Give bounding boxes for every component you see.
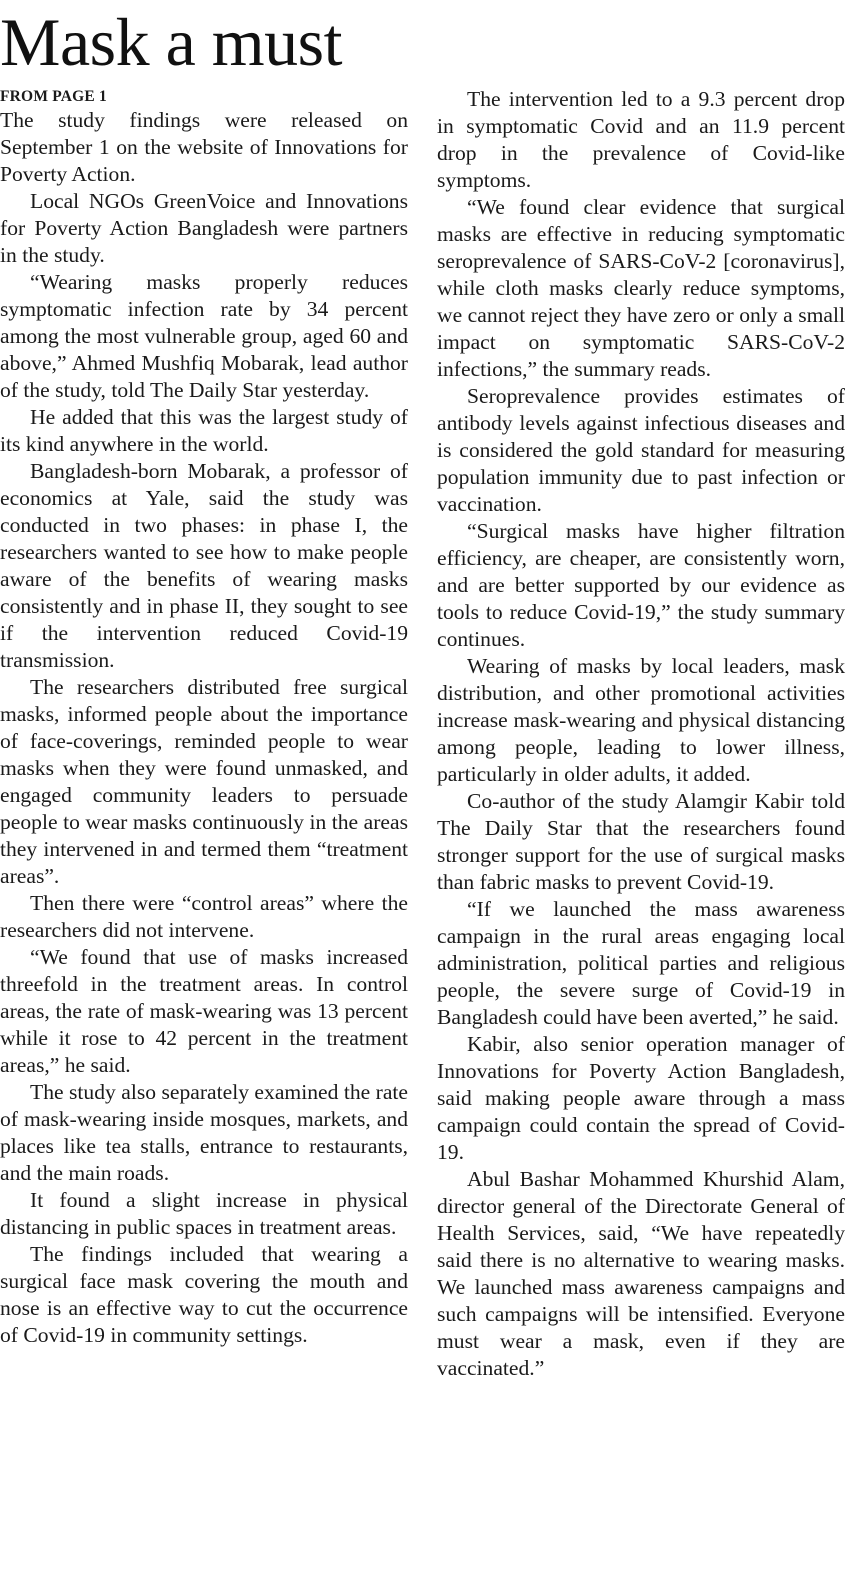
paragraph: The study findings were released on September 1 on the website of Innovations for Poverty Action. [0,108,408,186]
paragraph: Local NGOs GreenVoice and Innovations for Poverty Action Bangladesh were partners in the study. [0,189,408,267]
paragraph: The study also separately examined the rate of mask-wearing inside mosques, markets, and places like tea stalls, entrance to restaurants, and the main roads. [0,1080,408,1185]
paragraph: The intervention led to a 9.3 percent drop in symptomatic Covid and an 11.9 percent drop in the prevalence of Covid-like symptoms. [437,87,845,192]
paragraph: He added that this was the largest study of its kind anywhere in the world. [0,405,408,456]
article-column-right [437,86,845,1382]
paragraph: “If we launched the mass awareness campaign in the rural areas engaging local administration, political parties and religious people, the severe surge of Covid-19 in Bangladesh could have been averted,” he said. [437,897,845,1029]
paragraph: “Surgical masks have higher filtration efficiency, are cheaper, are consistently worn, and are better supported by our evidence as tools to reduce Covid-19,” the study summary continues. [437,519,845,651]
article-column-left [0,86,408,1349]
paragraph: Then there were “control areas” where the researchers did not intervene. [0,891,408,942]
paragraph: Abul Bashar Mohammed Khurshid Alam, director general of the Directorate General of Health Services, said, “We have repeatedly said there is no alternative to wearing masks. We launched mass awareness campaigns and such campaigns will be intensified. Everyone must wear a mask, even if they are vaccinated.” [437,1167,845,1380]
paragraph: “Wearing masks properly reduces symptomatic infection rate by 34 percent among the most vulnerable group, aged 60 and above,” Ahmed Mushfiq Mobarak, lead author of the study, told The Daily Star yesterday. [0,270,408,402]
paragraph: “We found clear evidence that surgical masks are effective in reducing symptomatic seroprevalence of SARS-CoV-2 [coronavirus], while cloth masks clearly reduce symptoms, we cannot reject they have zero or only a small impact on symptomatic SARS-CoV-2 infections,” the summary reads. [437,195,845,381]
paragraph: Wearing of masks by local leaders, mask distribution, and other promotional activities increase mask-wearing and physical distancing among people, leading to lower illness, particularly in older adults, it added. [437,654,845,786]
headline: Mask a must [0,4,343,80]
paragraph: Bangladesh-born Mobarak, a professor of economics at Yale, said the study was conducted in two phases: in phase I, the researchers wanted to see how to make people aware of the benefits of wearing masks consistently and in phase II, they sought to see if the intervention reduced Covid-19 transmission. [0,459,408,672]
paragraph: Seroprevalence provides estimates of antibody levels against infectious diseases and is considered the gold standard for measuring population immunity due to past infection or vaccination. [437,384,845,516]
paragraph: Co-author of the study Alamgir Kabir told The Daily Star that the researchers found stronger support for the use of surgical masks than fabric masks to prevent Covid-19. [437,789,845,894]
paragraph: It found a slight increase in physical distancing in public spaces in treatment areas. [0,1188,408,1239]
jump-kicker: FROM PAGE 1 [0,88,107,105]
paragraph: The researchers distributed free surgical masks, informed people about the importance of face-coverings, reminded people to wear masks when they were found unmasked, and engaged community leaders to persuade people to wear masks continuously in the areas they intervened in and termed them “treatment areas”. [0,675,408,888]
paragraph: The findings included that wearing a surgical face mask covering the mouth and nose is an effective way to cut the occurrence of Covid-19 in community settings. [0,1242,408,1347]
paragraph: “We found that use of masks increased threefold in the treatment areas. In control areas, the rate of mask-wearing was 13 percent while it rose to 42 percent in the treatment areas,” he said. [0,945,408,1077]
paragraph: Kabir, also senior operation manager of Innovations for Poverty Action Bangladesh, said making people aware through a mass campaign could contain the spread of Covid-19. [437,1032,845,1164]
